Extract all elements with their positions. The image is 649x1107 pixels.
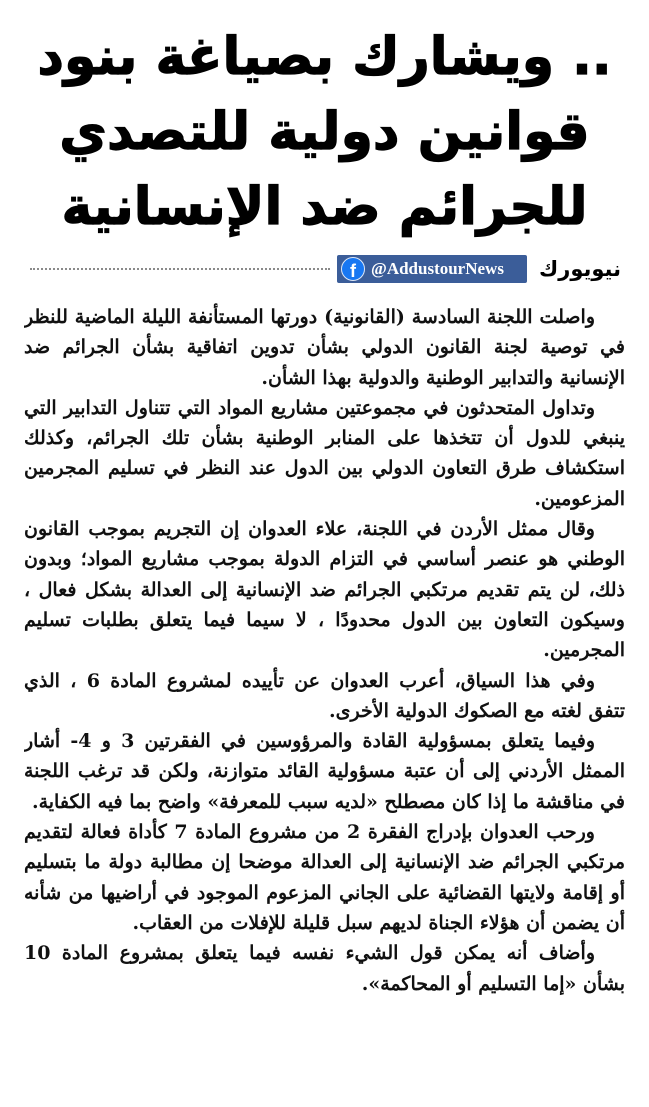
dateline-city: نيويورك [538, 257, 621, 281]
social-handle-badge[interactable] [337, 255, 527, 283]
article-paragraph-5: وفيما يتعلق بمسؤولية القادة والمرؤوسين في الفقرتين 3 و 4- أشار الممثل الأردني إلى أن عتبة مسؤولية القائد متوازنة، ولكن قد ترغب اللجنة في مناقشة ما إذا كان مصطلح «لديه سبب للمعرفة» واضح بما فيه الكفاية. [24, 730, 625, 813]
article-paragraph-3: وقال ممثل الأردن في اللجنة، علاء العدوان إن التجريم بموجب القانون الوطني هو عنصر أساسي في التزام الدولة بموجب مشاريع المواد؛ وبدون ذلك، لن يتم تقديم مرتكبي الجرائم ضد الإنسانية إلى العدالة بشكل فعال ، وسيكون التعاون بين الدول محدودًا ، لا سيما فيما يتعلق بطلبات تسليم المجرمين. [24, 518, 625, 662]
headline-line-3: للجرائم ضد الإنسانية [61, 177, 588, 237]
dateline-row [0, 252, 649, 286]
article-paragraph-6: ورحب العدوان بإدراج الفقرة 2 من مشروع المادة 7 كأداة فعالة لتقديم مرتكبي الجرائم ضد الإنسانية إلى العدالة موضحا إن مطالبة دولة ما بتسليم أو إقامة ولايتها القضائية على الجاني المزعوم الموجود في أراضيها من شأنه أن يضمن أن هؤلاء الجناة لديهم سبل قليلة للإفلات من العقاب. [24, 821, 625, 934]
article-paragraph-2: وتداول المتحدثون في مجموعتين مشاريع المواد التي تتناول التدابير التي ينبغي للدول أن تتخذها على المنابر الوطنية بشأن تلك الجرائم، وكذلك استكشاف طرق التعاون الدولي بين الدول عند النظر في تسليم المجرمين المزعومين. [24, 396, 625, 510]
article-paragraph-4: وفي هذا السياق، أعرب العدوان عن تأييده لمشروع المادة 6 ، الذي تتفق لغته مع الصكوك الدولية الأخرى. [24, 669, 625, 722]
article-body [24, 302, 625, 1092]
social-handle-text: @AddustourNews [371, 259, 504, 278]
headline-line-1: .. ويشارك بصياغة بنود [37, 27, 612, 87]
facebook-icon: f [341, 257, 365, 281]
article-paragraph-7: وأضاف أنه يمكن قول الشيء نفسه فيما يتعلق بمشروع المادة 10 بشأن «إما التسليم أو المحاكمة». [24, 942, 625, 995]
dotted-divider [30, 268, 330, 270]
headline [20, 20, 629, 245]
article-paragraph-1: واصلت اللجنة السادسة (القانونية) دورتها المستأنفة الليلة الماضية للنظر في توصية لجنة القانون الدولي بشأن تدوين اتفاقية بشأن الجرائم ضد الإنسانية والتدابير الوطنية والدولية بهذا الشأن. [24, 306, 625, 389]
headline-line-2: قوانين دولية للتصدي [59, 102, 590, 162]
